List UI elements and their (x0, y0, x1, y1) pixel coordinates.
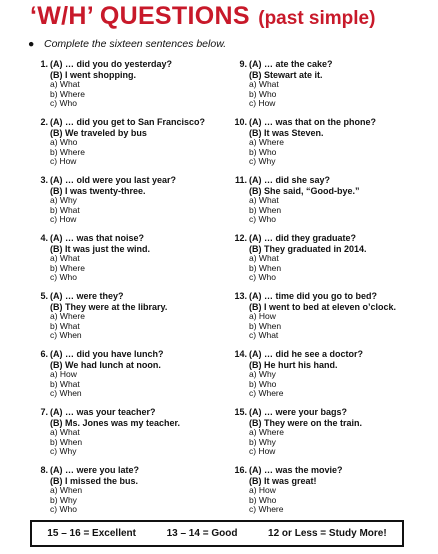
question-line-a: (A) … did you do yesterday? (50, 59, 173, 69)
option-a[interactable]: a) What (50, 427, 80, 437)
option-a[interactable]: a) What (50, 253, 80, 263)
question-line-a: (A) … old were you last year? (50, 175, 177, 185)
option-a[interactable]: a) Why (249, 369, 276, 379)
option-a[interactable]: a) When (50, 485, 83, 495)
option-b[interactable]: b) Who (249, 494, 277, 505)
option-a[interactable]: a) Where (249, 427, 284, 437)
option-b[interactable]: b) When (50, 436, 83, 447)
option-a[interactable]: a) What (249, 79, 279, 89)
question-line-a: (A) … did you have lunch? (50, 349, 164, 359)
answer-line-b: (B) We had lunch at noon. (50, 359, 161, 370)
title-main: ‘W/H’ QUESTIONS (30, 2, 250, 30)
option-c[interactable]: c) Who (50, 504, 77, 514)
question-line-a: (A) … were your bags? (249, 407, 348, 417)
bullet-icon: ● (28, 38, 35, 50)
question-line-a: (A) … time did you go to bed? (249, 291, 377, 301)
option-b[interactable]: b) When (249, 204, 282, 215)
option-c[interactable]: c) Who (249, 214, 276, 224)
question-line-a: (A) … was that on the phone? (249, 117, 376, 127)
answer-line-b: (B) I missed the bus. (50, 475, 139, 486)
score-excellent: 15 – 16 = Excellent (47, 528, 136, 539)
answer-line-b: (B) Ms. Jones was my teacher. (50, 417, 181, 428)
option-a[interactable]: a) How (249, 485, 276, 495)
answer-line-b: (B) She said, “Good-bye.” (249, 185, 360, 196)
question-number: 9. (239, 59, 247, 69)
question-number: 6. (40, 349, 48, 359)
option-c[interactable]: c) When (50, 388, 82, 398)
question-number: 15. (234, 407, 247, 417)
instructions (28, 38, 226, 50)
question-number: 16. (234, 465, 247, 475)
question-number: 10. (234, 117, 247, 127)
question-line-a: (A) … was the movie? (249, 465, 343, 475)
question-number: 14. (234, 349, 247, 359)
option-a[interactable]: a) How (249, 311, 276, 321)
option-b[interactable]: b) Who (249, 378, 277, 389)
answer-line-b: (B) I went shopping. (50, 69, 136, 80)
option-b[interactable]: b) Who (249, 88, 277, 99)
option-b[interactable]: b) Why (249, 436, 276, 447)
question-line-a: (A) … were you late? (50, 465, 140, 475)
question-line-a: (A) … was that noise? (50, 233, 145, 243)
option-a[interactable]: a) How (50, 369, 77, 379)
option-b[interactable]: b) Where (50, 146, 85, 157)
question-number: 3. (40, 175, 48, 185)
question-line-a: (A) … was your teacher? (50, 407, 156, 417)
option-c[interactable]: c) How (50, 214, 77, 224)
score-study-more: 12 or Less = Study More! (268, 528, 387, 539)
question-number: 13. (234, 291, 247, 301)
option-b[interactable]: b) Who (249, 146, 277, 157)
question-line-a: (A) … did you get to San Francisco? (50, 117, 206, 127)
answer-line-b: (B) I went to bed at eleven o’clock. (249, 301, 397, 312)
question-line-a: (A) … were they? (50, 291, 124, 301)
option-c[interactable]: c) How (249, 98, 276, 108)
option-b[interactable]: b) What (50, 378, 80, 389)
option-b[interactable]: b) Where (50, 88, 85, 99)
answer-line-b: (B) They were on the train. (249, 417, 363, 428)
option-b[interactable]: b) Where (50, 262, 85, 273)
answer-line-b: (B) I was twenty-three. (50, 185, 146, 196)
option-b[interactable]: b) Why (50, 494, 77, 505)
question-number: 8. (40, 465, 48, 475)
option-a[interactable]: a) What (50, 79, 80, 89)
question-line-a: (A) … ate the cake? (249, 59, 333, 69)
answer-line-b: (B) Stewart ate it. (249, 69, 323, 80)
option-c[interactable]: c) Who (50, 98, 77, 108)
answer-line-b: (B) He hurt his hand. (249, 359, 338, 370)
answer-line-b: (B) It was Steven. (249, 127, 324, 138)
question-number: 4. (40, 233, 48, 243)
question-number: 7. (40, 407, 48, 417)
option-b[interactable]: b) What (50, 204, 80, 215)
option-b[interactable]: b) When (249, 262, 282, 273)
question-line-a: (A) … did she say? (249, 175, 331, 185)
option-c[interactable]: c) What (249, 330, 279, 340)
answer-line-b: (B) They graduated in 2014. (249, 243, 367, 254)
question-number: 2. (40, 117, 48, 127)
option-a[interactable]: a) What (249, 195, 279, 205)
option-b[interactable]: b) What (50, 320, 80, 331)
answer-line-b: (B) It was great! (249, 475, 317, 486)
option-c[interactable]: c) Why (50, 446, 77, 456)
page-title (30, 2, 375, 31)
question-number: 11. (234, 175, 247, 185)
option-a[interactable]: a) Why (50, 195, 77, 205)
option-a[interactable]: a) Who (50, 137, 78, 147)
instruction-text: Complete the sixteen sentences below. (44, 38, 227, 50)
answer-line-b: (B) We traveled by bus (50, 127, 147, 138)
option-c[interactable]: c) How (50, 156, 77, 166)
option-c[interactable]: c) Why (249, 156, 276, 166)
option-c[interactable]: c) Where (249, 388, 284, 398)
option-c[interactable]: c) Where (249, 504, 284, 514)
question-number: 12. (234, 233, 247, 243)
question-number: 1. (40, 59, 48, 69)
option-c[interactable]: c) How (249, 446, 276, 456)
option-c[interactable]: c) Who (50, 272, 77, 282)
score-key-box (30, 520, 404, 547)
score-good: 13 – 14 = Good (166, 528, 238, 539)
question-line-a: (A) … did he see a doctor? (249, 349, 364, 359)
option-b[interactable]: b) When (249, 320, 282, 331)
answer-line-b: (B) They were at the library. (50, 301, 168, 312)
option-a[interactable]: a) What (249, 253, 279, 263)
option-c[interactable]: c) When (50, 330, 82, 340)
question-line-a: (A) … did they graduate? (249, 233, 357, 243)
option-c[interactable]: c) Who (249, 272, 276, 282)
option-a[interactable]: a) Where (50, 311, 85, 321)
option-a[interactable]: a) Where (249, 137, 284, 147)
title-sub: (past simple) (258, 8, 376, 29)
answer-line-b: (B) It was just the wind. (50, 243, 151, 254)
question-number: 5. (40, 291, 48, 301)
